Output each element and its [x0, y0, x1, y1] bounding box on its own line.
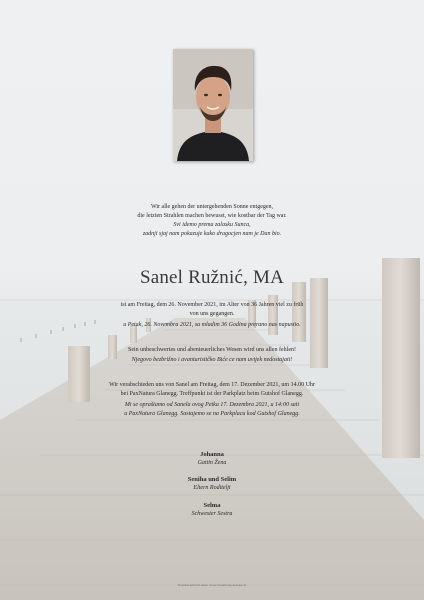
quote-hr-line-2: zadnji sjaj nam pokazuje kako dragocjen nam je Dan bio. [142, 231, 282, 237]
death-notice-de-line-2: von uns gegangen. [189, 311, 235, 317]
quote-de-line-1: Wir alle gehen der untergehenden Sonne entgegen, [150, 204, 274, 210]
family-member [30, 451, 394, 467]
deceased-name: Sanel Ružnić, MA [139, 267, 285, 288]
family-member-relation: Schwester Sestra [191, 511, 233, 517]
tribute-de-line: Sein unbeschwertes und abenteuerliches Wesen wird uns allen fehlen! [127, 347, 297, 353]
quote-hr-line-1: Svi idemo prema zalasku Sunca, [173, 222, 251, 228]
family-member [30, 476, 394, 492]
farewell-de-line-1: Wir verabschieden uns von Sanel am Freitag, dem 17. Dezember 2021, um 14.00 Uhr [109, 382, 315, 388]
quote-de-line-2: die letzten Strahlen machen bewusst, wie kostbar der Tag war. [137, 213, 287, 219]
farewell-de-line-2: bei PaxNatura Glanegg. Treffpunkt ist der Parkplatz beim Gutshof Glanegg. [120, 391, 304, 397]
family-member-name: Seniha und Selim [187, 476, 237, 483]
death-notice [30, 301, 394, 330]
family-member-relation: Eltern Roditelji [193, 485, 231, 491]
memorial-quote [30, 203, 394, 239]
death-notice-hr-line-1: u Petak, 26. Novembra 2021, sa mladim 36 Godina prerano nas napustio. [123, 322, 301, 328]
tribute [30, 346, 394, 365]
family-member-name: Johanna [200, 451, 224, 458]
farewell-hr-line-1: Mi se opraštamo od Sanela ovog Petka 17. Dezembra 2021, u 14:00 sati [124, 402, 300, 408]
death-notice-de-line-1: ist am Freitag, dem 26. November 2021, im Alter von 36 Jahren viel zu früh [120, 302, 304, 308]
family-member [30, 502, 394, 518]
farewell-details [30, 381, 394, 419]
condolence-footer: Kondolenzbuch unter www.bestattung-kaerger.at [177, 583, 247, 587]
portrait-photo [173, 49, 253, 161]
farewell-hr-line-2: u PaxNatura Glanegg. Sastajemo se na Parkplacu kod Gutshof Glanegg. [124, 411, 300, 417]
family-member-name: Selma [203, 502, 221, 509]
family-member-relation: Gattin Žena [197, 460, 227, 466]
tribute-hr-line: Njegovo bezbrižno i avanturističko Biće ce nam uvijek nedostajati! [131, 357, 293, 363]
